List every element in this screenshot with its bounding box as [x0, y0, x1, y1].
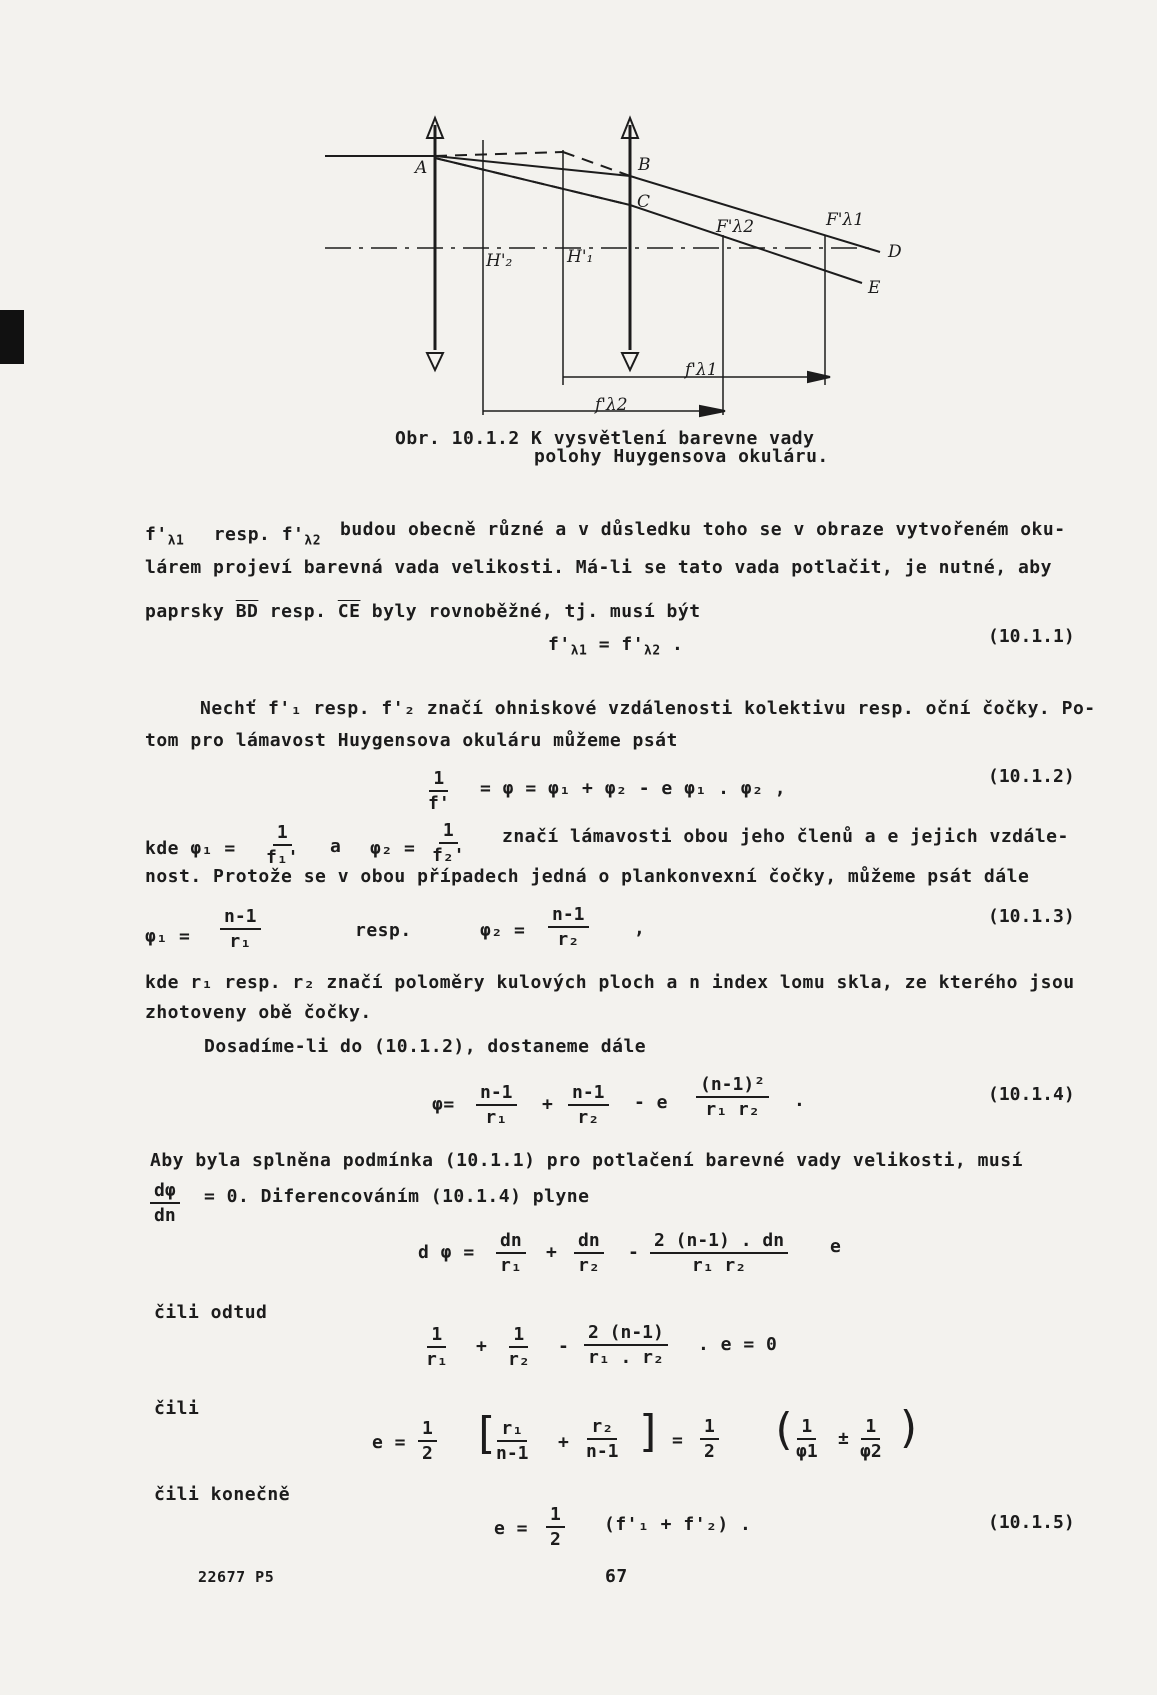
eqno-10-1-3: (10.1.3)	[988, 906, 1075, 927]
eq6-end: . e = 0	[698, 1334, 778, 1355]
eq3-resp: resp.	[355, 920, 412, 941]
page-number: 67	[605, 1566, 628, 1587]
eq4-frac2: $\frac{n-1}{\text{r₂}}$	[568, 1082, 609, 1128]
eq7-frac5: $\frac{1}{\varphi 1}$	[796, 1416, 818, 1462]
eqno-10-1-2: (10.1.2)	[988, 766, 1075, 787]
cili-odtud: čili odtud	[154, 1302, 268, 1323]
para4-line2: zhotoveny obě čočky.	[145, 1002, 372, 1023]
lens-2-arrow-bottom	[622, 353, 638, 370]
para3-line2: nost. Protože se v obou případech jedná o plankonvexní čočky, můžeme psát dále	[145, 866, 1030, 887]
p3-frac1: $\frac{1}{\text{f₁'}}$	[266, 822, 299, 868]
para1-line1-rest: budou obecně různé a v důsledku toho se v obraze vytvořeném oku-	[340, 519, 1066, 540]
eq6-frac1: $\frac{1}{\text{r₁}}$	[426, 1324, 448, 1370]
eq4-phi: φ=	[432, 1094, 455, 1115]
eqno-10-1-4: (10.1.4)	[988, 1084, 1075, 1105]
eq7-bracket-close: ]	[636, 1406, 663, 1457]
eq6-frac3: $\frac{2 (n-1)}{\text{r₁ . r₂}}$	[584, 1322, 668, 1368]
eq4-minus: - e	[634, 1092, 669, 1113]
segment-BD: $\overline{BD}$	[235, 601, 259, 622]
eq6-plus: +	[476, 1336, 488, 1357]
eq7-pm: ±	[838, 1428, 850, 1449]
para6-line1: Aby byla splněna podmínka (10.1.1) pro potlačení barevné vady velikosti, musí	[150, 1150, 1023, 1171]
eq5-plus: +	[546, 1242, 558, 1263]
para5: Dosadíme-li do (10.1.2), dostaneme dále	[204, 1036, 647, 1057]
eq7-frac6: $\frac{1}{\varphi 2}$	[860, 1416, 882, 1462]
figure-caption-line2: polohy Huygensova okuláru.	[534, 446, 829, 467]
p3-frac2: $\frac{1}{\text{f₂'}}$	[432, 820, 465, 866]
label-A: A	[415, 158, 428, 178]
optical-diagram	[0, 0, 1157, 440]
eq2-rest: = φ = φ₁ + φ₂ - e φ₁ . φ₂ ,	[480, 778, 787, 799]
label-D: D	[888, 242, 902, 262]
eq4-frac3: $\frac{\text{(n-1)²}}{\text{r₁ r₂}}$	[696, 1074, 769, 1120]
eq7-frac1: $\frac{1}{2}$	[418, 1418, 437, 1464]
cili-konecne: čili konečně	[154, 1484, 291, 1505]
eq7-frac3: $\frac{\text{r₂}}{n-1}$	[586, 1416, 619, 1462]
para3-rest: značí lámavosti obou jeho členů a e jejich vzdále-	[502, 826, 1069, 847]
eq6-frac2: $\frac{1}{\text{r₂}}$	[508, 1324, 530, 1370]
label-H1: H'₁	[567, 247, 594, 267]
eq7-eq: =	[672, 1430, 684, 1451]
label-H2: H'₂	[486, 251, 513, 271]
label-B: B	[638, 155, 651, 175]
eq5-left: d φ =	[418, 1242, 475, 1263]
eq3-frac2: $\frac{n-1}{\text{r₂}}$	[548, 904, 589, 950]
eq7-paren-close: )	[896, 1402, 923, 1453]
eq8-frac: $\frac{1}{2}$	[546, 1504, 565, 1550]
eq4-plus: +	[542, 1094, 554, 1115]
eq7-e: e =	[372, 1432, 407, 1453]
eq3-end: ,	[634, 918, 646, 939]
eq8-rest: (f'₁ + f'₂) .	[604, 1514, 752, 1535]
para6-rest: = 0. Diferencováním (10.1.4) plyne	[204, 1186, 590, 1207]
para4-line1: kde r₁ resp. r₂ značí poloměry kulových ploch a n index lomu skla, ze kterého jsou	[145, 972, 1075, 993]
para1-line1: $f'_{\lambda 1}$ resp. $f'_{\lambda 2}$	[145, 524, 322, 549]
para3-a: a	[330, 836, 342, 857]
label-Fl1: F'λ1	[826, 210, 865, 230]
eq4-frac1: $\frac{n-1}{\text{r₁}}$	[476, 1082, 517, 1128]
eq7-paren-open: (	[770, 1404, 797, 1455]
label-E: E	[868, 278, 881, 298]
eq8-e: e =	[494, 1518, 529, 1539]
label-fl2: f'λ2	[595, 395, 628, 415]
eq4-end: .	[794, 1090, 806, 1111]
para2-line2: tom pro lámavost Huygensova okuláru můžeme psát	[145, 730, 678, 751]
eq7-plus: +	[558, 1432, 570, 1453]
cili: čili	[154, 1398, 200, 1419]
eq5-frac2: $\frac{dn}{\text{r₂}}$	[574, 1230, 604, 1276]
label-C: C	[637, 192, 651, 212]
eq5-minus: -	[628, 1242, 640, 1263]
para1-line2: lárem projeví barevná vada velikosti. Má-li se tato vada potlačit, je nutné, aby	[145, 557, 1052, 578]
para1-line3: paprsky $\overline{BD}$ resp. $\overline{CE}$ byly rovnoběžné, tj. musí být	[145, 601, 701, 622]
eq5-frac3: $\frac{2 (n-1) . dn}{\text{r₁ r₂}}$	[650, 1230, 788, 1276]
p6-frac: $\frac{d\varphi}{dn}$	[150, 1180, 180, 1226]
footer-code: 22677 P5	[198, 1568, 275, 1586]
figure-caption-line1: Obr. 10.1.2 K vysvětlení barevne vady	[395, 428, 815, 449]
segment-CE: $\overline{CE}$	[337, 601, 361, 622]
equation-10-1-1: $f'_{\lambda 1} = f'_{\lambda 2}$ .	[548, 634, 684, 659]
para2-line1: Nechť f'₁ resp. f'₂ značí ohniskové vzdálenosti kolektivu resp. oční čočky. Po-	[200, 698, 1096, 719]
eq5-frac1: $\frac{dn}{\text{r₁}}$	[496, 1230, 526, 1276]
lens-1-arrow-bottom	[427, 353, 443, 370]
eqno-10-1-1: (10.1.1)	[988, 626, 1075, 647]
eq3-frac1: $\frac{n-1}{\text{r₁}}$	[220, 906, 261, 952]
eq5-end: e	[830, 1236, 842, 1257]
eq3-phi1: φ₁ =	[145, 926, 191, 947]
para3-phi2: φ₂ =	[370, 838, 416, 859]
eq3-phi2: φ₂ =	[480, 920, 526, 941]
eqno-10-1-5: (10.1.5)	[988, 1512, 1075, 1533]
eq2-frac: $\frac{1}{f'}$	[428, 768, 450, 814]
eq7-bracket-open: [	[472, 1408, 499, 1459]
label-Fl2: F'λ2	[716, 217, 755, 237]
eq7-frac2: $\frac{\text{r₁}}{n-1}$	[496, 1418, 529, 1464]
label-fl1: f'λ1	[685, 360, 718, 380]
eq7-frac4: $\frac{1}{2}$	[700, 1416, 719, 1462]
para3-kde: kde φ₁ =	[145, 838, 236, 859]
eq6-minus: -	[558, 1336, 570, 1357]
